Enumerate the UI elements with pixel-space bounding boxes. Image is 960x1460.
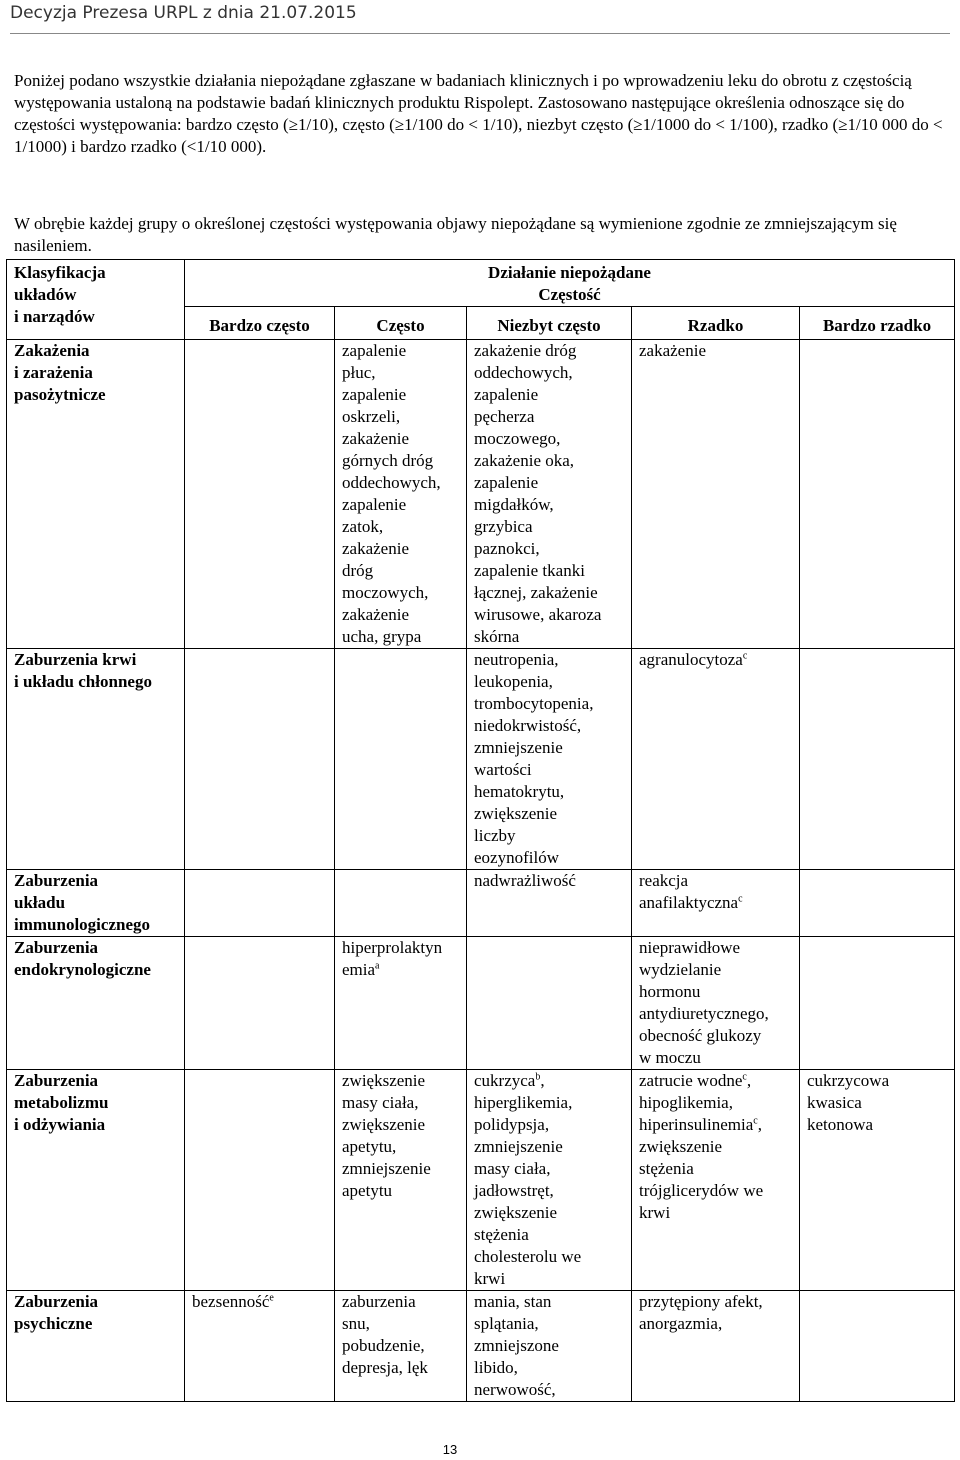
very-common-cell xyxy=(185,340,335,649)
header-organ-class: Klasyfikacja układów i narządów xyxy=(7,260,185,340)
freq-rare: Rzadko xyxy=(632,307,800,340)
organ-class-cell: Zaburzenia endokrynologiczne xyxy=(7,937,185,1070)
table-row xyxy=(7,937,955,1070)
freq-very-rare: Bardzo rzadko xyxy=(800,307,955,340)
very-rare-cell xyxy=(800,340,955,649)
common-cell: hiperprolaktyn emia$^a$ xyxy=(335,937,467,1070)
footnote-marker: a xyxy=(375,960,380,972)
very-common-cell xyxy=(185,649,335,870)
freq-very-common: Bardzo często xyxy=(185,307,335,340)
very-rare-cell xyxy=(800,870,955,937)
table-row xyxy=(7,870,955,937)
common-cell xyxy=(335,870,467,937)
very-common-cell xyxy=(185,1070,335,1291)
document-header: Decyzja Prezesa URPL z dnia 21.07.2015 xyxy=(10,0,950,34)
table-row xyxy=(7,1070,955,1291)
uncommon-cell: cukrzyca$^b$, hiperglikemia, polidypsja, zmniejszenie masy ciała, jadłowstręt, zwiększenie stężenia cholesterolu we krwi xyxy=(467,1070,632,1291)
very-rare-cell: cukrzycowa kwasica ketonowa xyxy=(800,1070,955,1291)
rare-cell: agranulocytoza$^c$ xyxy=(632,649,800,870)
uncommon-cell: zakażenie dróg oddechowych, zapalenie pęcherza moczowego, zakażenie oka, zapalenie migdałków, grzybica paznokci, zapalenie tkanki łącznej, zakażenie wirusowe, akaroza skórna xyxy=(467,340,632,649)
very-rare-cell xyxy=(800,1291,955,1402)
very-rare-cell xyxy=(800,649,955,870)
very-common-cell xyxy=(185,870,335,937)
very-common-cell xyxy=(185,937,335,1070)
table-header-row xyxy=(7,260,955,307)
footnote-marker: c xyxy=(738,893,743,905)
footnote-marker: e xyxy=(269,1292,274,1304)
footnote-marker: c xyxy=(742,1071,747,1083)
very-common-cell: bezsenność$^e$ xyxy=(185,1291,335,1402)
footnote-marker: b xyxy=(535,1071,541,1083)
header-adverse-reactions: Działanie niepożądane Częstość xyxy=(185,260,955,307)
rare-cell: reakcja anafilaktyczna$^c$ xyxy=(632,870,800,937)
uncommon-cell: neutropenia, leukopenia, trombocytopenia, niedokrwistość, zmniejszenie wartości hematokrytu, zwiększenie liczby eozynofilów xyxy=(467,649,632,870)
uncommon-cell xyxy=(467,937,632,1070)
page-number: 13 xyxy=(442,1442,458,1457)
intro-paragraph-1: Poniżej podano wszystkie działania niepożądane zgłaszane w badaniach klinicznych i po wprowadzeniu leku do obrotu z częstością występowania ustaloną na podstawie badań klinicznych produktu Rispolept. Zastosowano następujące określenia odnoszące się do częstości występowania: bardzo często (≥1/10), często (≥1/100 do < 1/10), niezbyt często (≥1/1000 do < 1/100), rzadko (≥1/10 000 do < 1/1000) i bardzo rzadko (<1/10 000). xyxy=(14,71,943,156)
common-cell: zapalenie płuc, zapalenie oskrzeli, zakażenie górnych dróg oddechowych, zapalenie zatok, zakażenie dróg moczowych, zakażenie ucha, grypa xyxy=(335,340,467,649)
freq-common: Często xyxy=(335,307,467,340)
intro-paragraph-2: W obrębie każdej grupy o określonej częstości występowania objawy niepożądane są wymienione zgodnie ze zmniejszającym się nasileniem. xyxy=(14,214,897,255)
rare-cell: nieprawidłowe wydzielanie hormonu antydiuretycznego, obecność glukozy w moczu xyxy=(632,937,800,1070)
freq-uncommon: Niezbyt często xyxy=(467,307,632,340)
rare-cell: przytępiony afekt, anorgazmia, xyxy=(632,1291,800,1402)
rare-cell: zakażenie xyxy=(632,340,800,649)
uncommon-cell: mania, stan splątania, zmniejszone libido, nerwowość, xyxy=(467,1291,632,1402)
organ-class-cell: Zaburzenia układu immunologicznego xyxy=(7,870,185,937)
common-cell: zaburzenia snu, pobudzenie, depresja, lęk xyxy=(335,1291,467,1402)
rare-cell: zatrucie wodne$^c$, hipoglikemia, hiperinsulinemia$^c$, zwiększenie stężenia trójglicerydów we krwi xyxy=(632,1070,800,1291)
table-row xyxy=(7,340,955,649)
very-rare-cell xyxy=(800,937,955,1070)
table-row xyxy=(7,1291,955,1402)
footnote-marker: c xyxy=(753,1115,758,1127)
common-cell xyxy=(335,649,467,870)
adverse-reactions-table xyxy=(6,259,955,1402)
common-cell: zwiększenie masy ciała, zwiększenie apetytu, zmniejszenie apetytu xyxy=(335,1070,467,1291)
organ-class-cell: Zakażenia i zarażenia pasożytnicze xyxy=(7,340,185,649)
organ-class-cell: Zaburzenia psychiczne xyxy=(7,1291,185,1402)
uncommon-cell: nadwrażliwość xyxy=(467,870,632,937)
organ-class-cell: Zaburzenia metabolizmu i odżywiania xyxy=(7,1070,185,1291)
table-row xyxy=(7,649,955,870)
footnote-marker: c xyxy=(742,650,748,662)
organ-class-cell: Zaburzenia krwi i układu chłonnego xyxy=(7,649,185,870)
